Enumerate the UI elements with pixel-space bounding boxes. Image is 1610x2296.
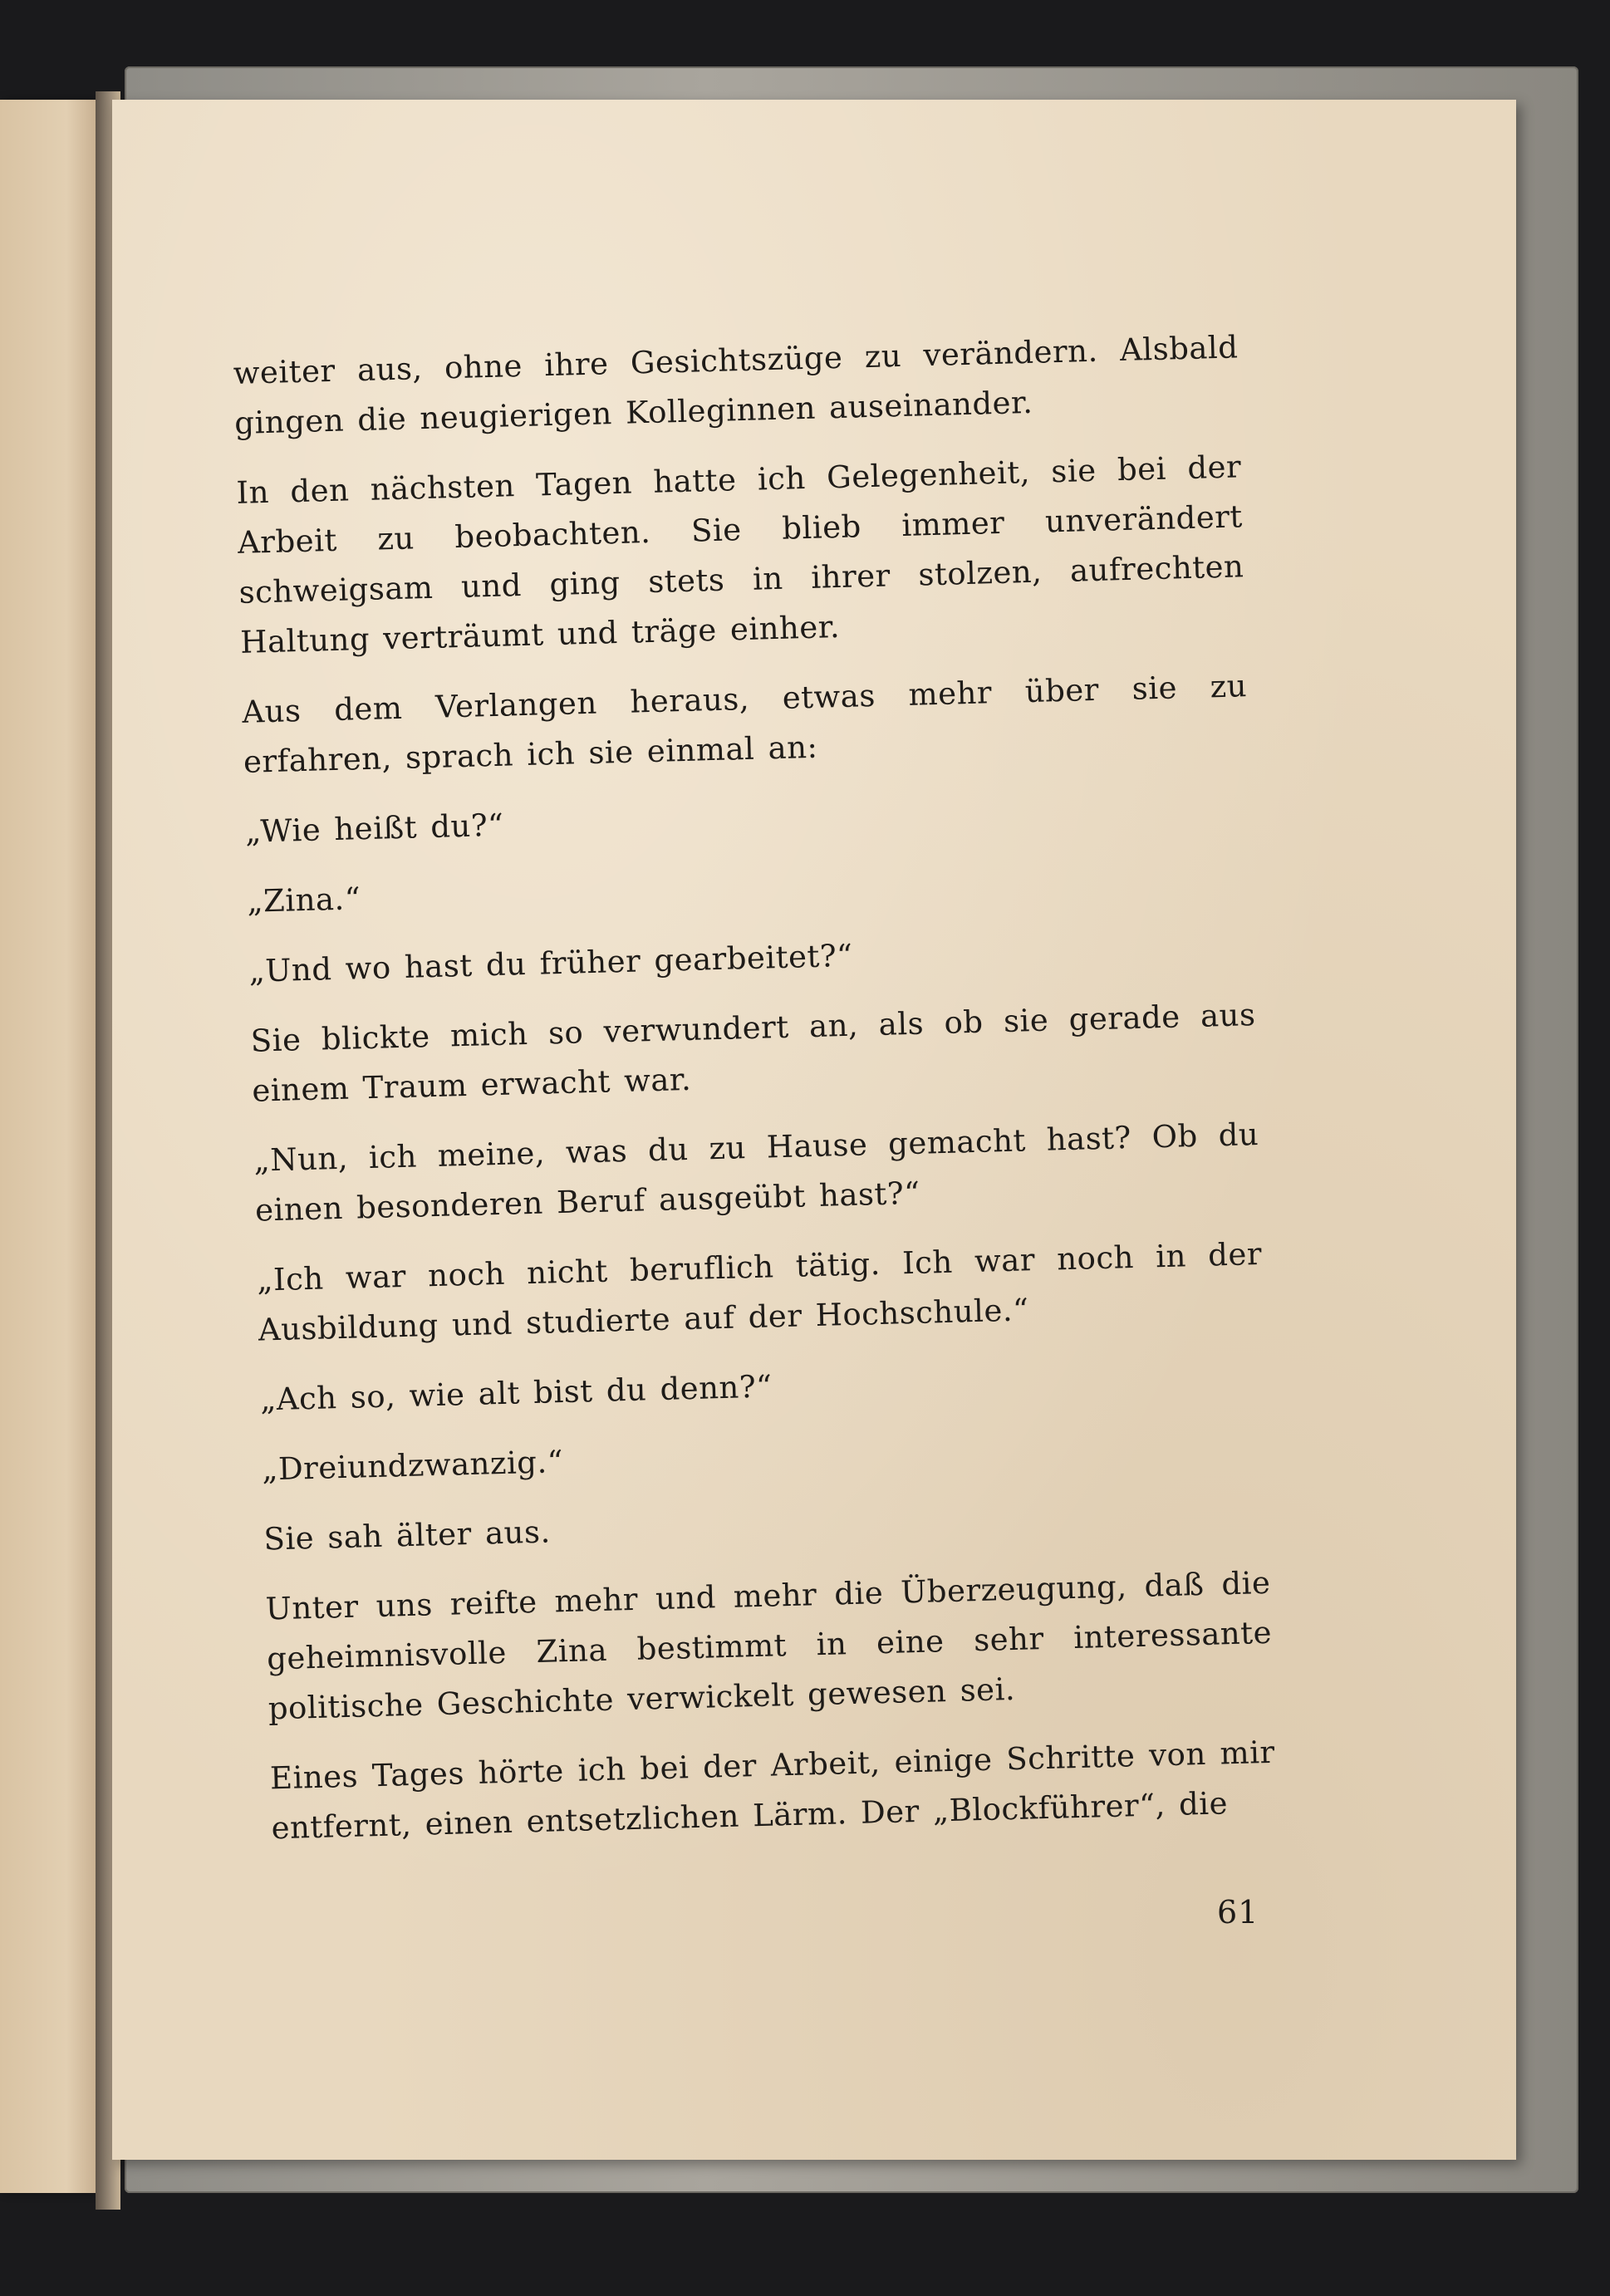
paragraph-5: „Zina.“: [246, 881, 361, 920]
paragraph-1: weiter aus, ohne ihre Gesichtszüge zu verändern. Alsbald gingen die neugierigen Kolleginnen auseinander.: [233, 329, 1239, 441]
paragraph-6: „Und wo hast du früher gearbeitet?“: [248, 937, 854, 989]
paragraph-8: „Nun, ich meine, was du zu Hause gemacht hast? Ob du einen besonderen Beruf ausgeübt hast?“: [253, 1116, 1259, 1229]
paragraph-10: „Ach so, wie alt bist du denn?“: [259, 1368, 773, 1418]
paragraph-2: In den nächsten Tagen hatte ich Gelegenheit, sie bei der Arbeit zu beobachten. Sie blieb immer unverändert schweigsam und ging stets in ihrer stolzen, aufrechten Haltung verträumt und träge einher.: [235, 449, 1244, 660]
paragraph-12: Sie sah älter aus.: [263, 1513, 552, 1558]
page-text: [233, 322, 1278, 1873]
page-number: 61: [1217, 1894, 1259, 1931]
paragraph-14: Eines Tages hörte ich bei der Arbeit, einige Schritte von mir entfernt, einen entsetzlichen Lärm. Der „Blockführer“, die: [269, 1734, 1276, 1847]
paragraph-11: „Dreiundzwanzig.“: [261, 1444, 564, 1488]
paragraph-13: Unter uns reifte mehr und mehr die Überzeugung, daß die geheimnisvolle Zina bestimmt in eine sehr interessante politische Geschichte verwickelt gewesen sei.: [265, 1564, 1273, 1727]
book-page: [112, 100, 1516, 2160]
paragraph-7: Sie blickte mich so verwundert an, als ob sie gerade aus einem Traum erwacht war.: [250, 997, 1256, 1109]
paragraph-9: „Ich war noch nicht beruflich tätig. Ich war noch in der Ausbildung und studierte auf der Hochschule.“: [256, 1235, 1263, 1348]
paragraph-4: „Wie heißt du?“: [244, 807, 505, 850]
paragraph-3: Aus dem Verlangen heraus, etwas mehr über sie zu erfahren, sprach ich sie einmal an:: [241, 668, 1248, 780]
left-facing-page: [0, 100, 96, 2193]
